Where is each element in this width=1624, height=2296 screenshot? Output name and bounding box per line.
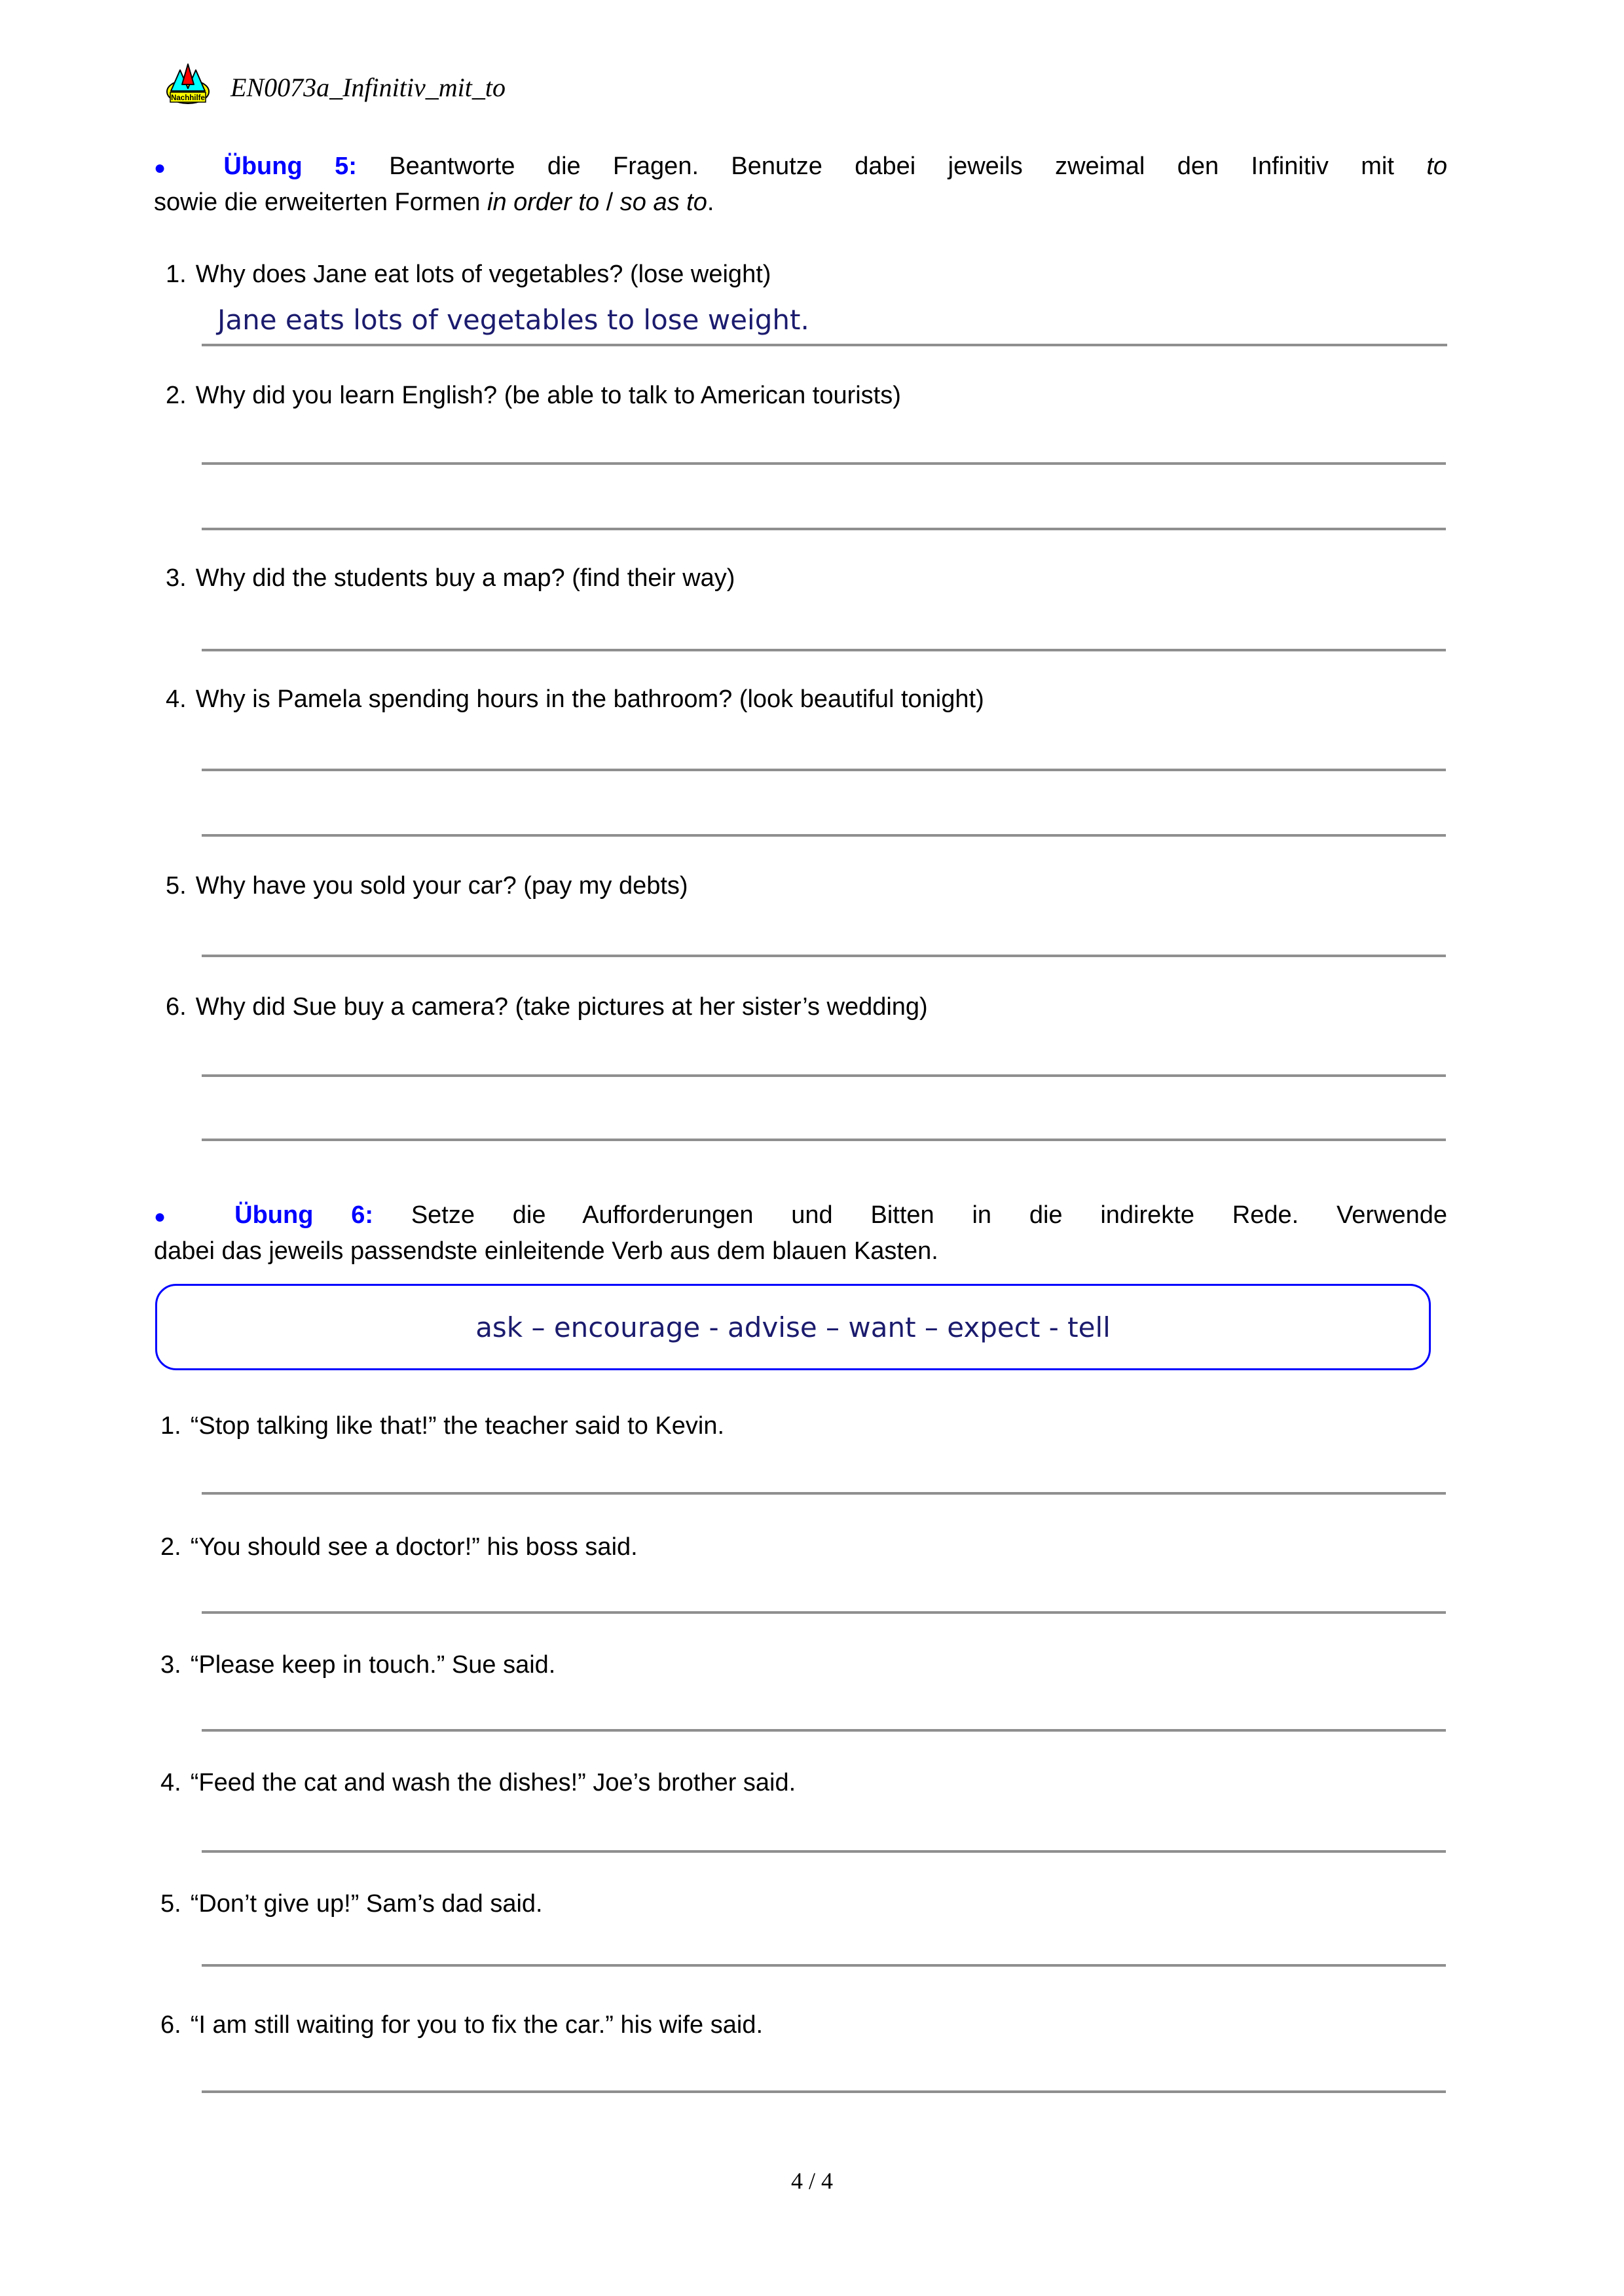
question-text: Why have you sold your car? (pay my debts)	[195, 872, 688, 900]
exercise5-heading-line2	[154, 185, 1447, 220]
answer-line	[202, 1964, 1446, 1967]
exercise5-instruction-period: .	[707, 189, 714, 216]
answer-line	[202, 528, 1446, 530]
question-item	[166, 872, 688, 900]
sentence-number: 3.	[160, 1651, 181, 1679]
answer-line	[202, 955, 1446, 957]
question-number: 6.	[166, 993, 187, 1021]
sentence-item	[160, 1533, 638, 1561]
answer-line	[202, 1611, 1446, 1614]
handwritten-answer: Jane eats lots of vegetables to lose weight.	[202, 304, 1447, 346]
answer-line	[202, 462, 1446, 465]
sentence-item	[160, 1412, 724, 1440]
exercise6-instruction-part1: Setze die Aufforderungen und Bitten in die indirekte Rede. Verwende	[373, 1201, 1447, 1229]
exercise6-heading-line1	[154, 1198, 1447, 1234]
exercise5-instruction-italic-to: to	[1426, 153, 1448, 180]
question-number: 4.	[166, 685, 187, 713]
sentence-text: “Please keep in touch.” Sue said.	[190, 1651, 556, 1679]
exercise5-instruction-separator: /	[599, 189, 620, 216]
page-number: 4 / 4	[790, 2168, 833, 2194]
answer-line	[202, 649, 1446, 651]
exercise6-bullet: ●	[154, 1206, 197, 1228]
exercise6-heading-line2	[154, 1234, 1447, 1269]
question-text: Why did you learn English? (be able to talk to American tourists)	[195, 382, 901, 409]
document-title: EN0073a_Infinitiv_mit_to	[231, 73, 506, 102]
question-text: Why did the students buy a map? (find their way)	[195, 564, 735, 592]
sentence-item	[160, 1651, 555, 1679]
answer-line	[202, 834, 1446, 837]
answer-line	[202, 1729, 1446, 1732]
sentence-text: “Don’t give up!” Sam’s dad said.	[190, 1890, 543, 1918]
sentence-number: 5.	[160, 1890, 181, 1918]
sentence-text: “You should see a doctor!” his boss said.	[190, 1533, 638, 1561]
answer-line	[202, 769, 1446, 771]
exercise5-instruction-part1: Beantworte die Fragen. Benutze dabei jeweils zweimal den Infinitiv mit	[356, 153, 1427, 180]
sentence-text: “Stop talking like that!” the teacher said to Kevin.	[190, 1412, 725, 1440]
question-item	[166, 685, 984, 714]
exercise5-label: Übung 5:	[191, 153, 357, 180]
exercise5-instruction-italic-so-as-to: so as to	[619, 189, 707, 216]
exercise5-heading	[154, 149, 1447, 220]
exercise6-heading	[154, 1198, 1447, 1269]
sentence-item	[160, 1769, 796, 1797]
question-number: 1.	[166, 261, 187, 288]
sentence-text: “I am still waiting for you to fix the car.” his wife said.	[190, 2011, 764, 2039]
question-item	[166, 382, 901, 410]
nachhilfe-logo-icon	[166, 62, 210, 105]
answer-line	[202, 1139, 1446, 1141]
sentence-number: 4.	[160, 1769, 181, 1796]
question-number: 5.	[166, 872, 187, 900]
exercise5-bullet: ●	[154, 157, 191, 179]
answer-line	[202, 1850, 1446, 1853]
question-number: 2.	[166, 382, 187, 409]
question-item	[166, 993, 928, 1021]
sentence-number: 6.	[160, 2011, 181, 2039]
sentence-number: 1.	[160, 1412, 181, 1440]
exercise5-heading-line1	[154, 149, 1447, 185]
exercise6-instruction-part2: dabei das jeweils passendste einleitende Verb aus dem blauen Kasten.	[154, 1237, 938, 1265]
exercise5-instruction-part2: sowie die erweiterten Formen	[154, 189, 487, 216]
answer-line	[202, 2090, 1446, 2093]
sentence-number: 2.	[160, 1533, 181, 1561]
question-text: Why did Sue buy a camera? (take pictures at her sister’s wedding)	[195, 993, 928, 1021]
answer-line	[202, 1074, 1446, 1077]
answer-line	[202, 1492, 1446, 1495]
question-text: Why is Pamela spending hours in the bathroom? (look beautiful tonight)	[195, 685, 984, 713]
logo-label: Nachhilfe	[171, 94, 205, 102]
question-item	[166, 261, 771, 289]
exercise6-label: Übung 6:	[196, 1201, 374, 1229]
sentence-item	[160, 1890, 543, 1918]
verb-box-text: ask – encourage - advise – want – expect - tell	[475, 1311, 1111, 1343]
question-text: Why does Jane eat lots of vegetables? (lose weight)	[195, 261, 771, 288]
sentence-item	[160, 2011, 763, 2039]
question-number: 3.	[166, 564, 187, 592]
exercise5-instruction-italic-in-order-to: in order to	[487, 189, 600, 216]
question-item	[166, 564, 735, 592]
verb-box	[155, 1284, 1431, 1370]
sentence-text: “Feed the cat and wash the dishes!” Joe’s brother said.	[190, 1769, 796, 1796]
